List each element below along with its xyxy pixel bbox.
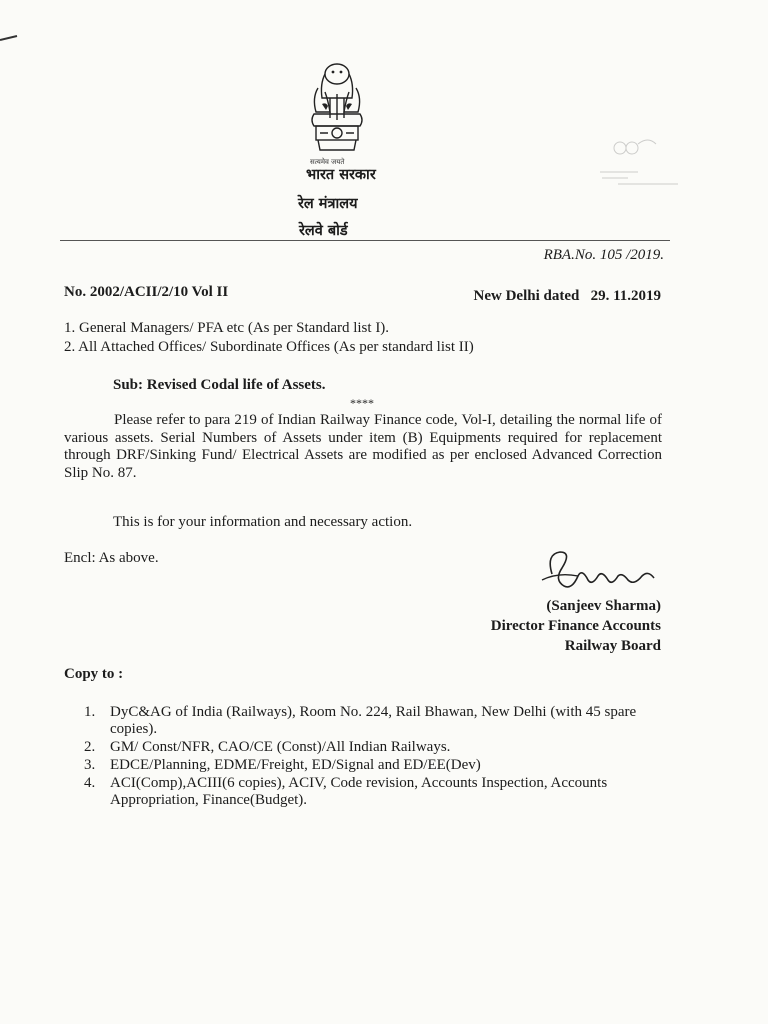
list-item-text: EDCE/Planning, EDME/Freight, ED/Signal and ED/EE(Dev) bbox=[110, 757, 481, 773]
national-emblem-icon bbox=[300, 58, 374, 166]
list-item bbox=[84, 739, 664, 756]
list-item bbox=[84, 757, 664, 774]
info-line: This is for your information and necessary action. bbox=[113, 514, 413, 530]
list-item bbox=[84, 775, 664, 809]
enclosure-line: Encl: As above. bbox=[64, 550, 159, 566]
signatory-org: Railway Board bbox=[564, 638, 661, 654]
list-item-number: 3. bbox=[84, 757, 96, 773]
scan-mark bbox=[0, 28, 18, 34]
addressee-2: 2. All Attached Offices/ Subordinate Offices (As per standard list II) bbox=[64, 339, 474, 355]
signatory-name: (Sanjeev Sharma) bbox=[546, 598, 661, 614]
signature-block bbox=[491, 596, 661, 656]
body-paragraph: Please refer to para 219 of Indian Railway Finance code, Vol-I, detailing the normal life of various assets. Serial Numbers of Assets under item (B) Equipments required for replacement through DRF/Sinking Fund/ Electrical Assets are modified as per enclosed Advanced Correction Slip No. 87. bbox=[64, 412, 662, 481]
list-item bbox=[84, 704, 664, 738]
copy-to-heading: Copy to : bbox=[64, 666, 124, 682]
list-item-number: 1. bbox=[84, 704, 96, 720]
letter-date: New Delhi dated 29. 11.2019 bbox=[473, 288, 661, 304]
faint-stamp-icon bbox=[598, 132, 678, 192]
letter-number: No. 2002/ACII/2/10 Vol II bbox=[64, 284, 229, 300]
list-item-text: DyC&AG of India (Railways), Room No. 224, Rail Bhawan, New Delhi (with 45 spare copies). bbox=[110, 704, 637, 737]
signature-icon bbox=[538, 546, 668, 598]
list-item-text: ACI(Comp),ACIII(6 copies), ACIV, Code revision, Accounts Inspection, Accounts Appropriation, Finance(Budget). bbox=[110, 775, 608, 808]
ministry-of-railways-hindi: रेल मंत्रालय bbox=[298, 196, 358, 212]
list-item-text: GM/ Const/NFR, CAO/CE (Const)/All Indian Railways. bbox=[110, 739, 451, 755]
addressee-1: 1. General Managers/ PFA etc (As per Standard list I). bbox=[64, 320, 390, 336]
copy-to-list bbox=[84, 704, 664, 810]
header-divider bbox=[60, 240, 670, 241]
emblem-motto: सत्यमेव जयते bbox=[310, 158, 345, 166]
list-item-number: 2. bbox=[84, 739, 96, 755]
railway-board-hindi: रेलवे बोर्ड bbox=[299, 223, 348, 239]
govt-of-india-hindi: भारत सरकार bbox=[306, 167, 376, 183]
separator-stars: **** bbox=[350, 396, 374, 410]
list-item-number: 4. bbox=[84, 775, 96, 791]
signatory-designation: Director Finance Accounts bbox=[490, 618, 661, 634]
rba-reference: RBA.No. 105 /2019. bbox=[543, 247, 664, 263]
subject-line: Sub: Revised Codal life of Assets. bbox=[113, 377, 326, 393]
